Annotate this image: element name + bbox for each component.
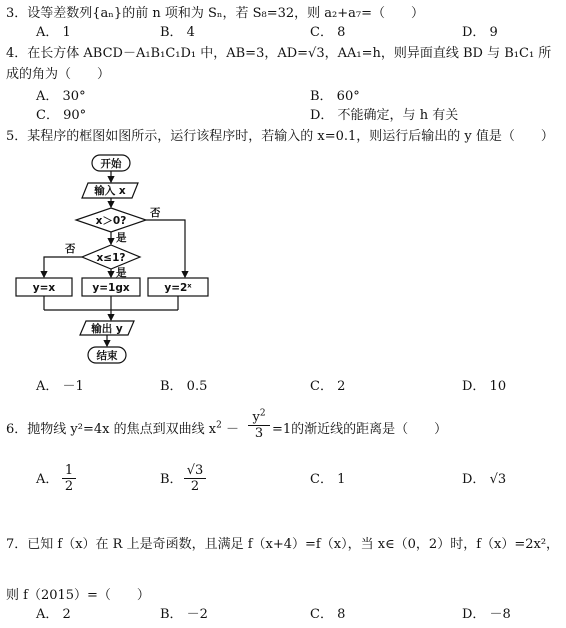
q3-option-b: B． 4 <box>160 25 195 40</box>
q6-option-b-den: 2 <box>184 478 206 494</box>
flow-cond2-label: x≤1? <box>96 252 126 264</box>
q6-frac-num-exp: 2 <box>259 408 266 419</box>
q6-option-d-value: √3 <box>489 472 507 487</box>
q6-option-c: C． 1 <box>310 472 346 487</box>
q6-option-d-label <box>462 472 506 488</box>
flow-box-left-label: y=x <box>32 282 56 294</box>
flow-cond1-no: 否 <box>150 207 161 219</box>
q6-stem-fraction <box>248 410 270 441</box>
q5-flowchart <box>10 150 240 370</box>
q4-stem-line1: 4．在长方体 ABCD－A₁B₁C₁D₁ 中，AB=3，AD=√3，AA₁=h，则异面直线 BD 与 B₁C₁ 所 <box>6 46 552 61</box>
q4-option-a: A． 30° <box>36 89 86 104</box>
flow-box-mid-label: y=1gx <box>92 282 130 294</box>
q6-stem-exp: 2 <box>216 420 222 431</box>
q4-option-b: B． 60° <box>310 89 360 104</box>
flow-output-label: 输出 y <box>91 323 123 335</box>
flow-cond2-yes: 是 <box>116 267 127 279</box>
flow-end-label: 结束 <box>96 350 118 362</box>
q6-option-a-fraction <box>62 463 76 494</box>
q7-stem2: 则 f（2015）=（ ） <box>6 588 150 603</box>
q7-option-c: C． 8 <box>310 607 346 622</box>
q3-option-d: D． 9 <box>462 25 498 40</box>
q3-option-c: C． 8 <box>310 25 346 40</box>
q7-option-b: B． －2 <box>160 607 208 622</box>
q5-option-d: D． 10 <box>462 379 507 394</box>
q6-option-b-fraction <box>184 463 206 494</box>
q7-option-d: D． －8 <box>462 607 511 622</box>
flow-input-label: 输入 x <box>94 185 126 197</box>
q6-stem-text: 6．抛物线 y²=4x 的焦点到双曲线 x <box>6 422 217 437</box>
q4-stem-line2: 成的角为（ ） <box>6 67 111 82</box>
q5-option-c: C． 2 <box>310 379 346 394</box>
q6-option-d-prefix: D． <box>462 472 486 487</box>
q6-option-b-label: B． <box>160 472 183 487</box>
flow-cond2-no: 否 <box>65 243 76 255</box>
q5-stem: 5．某程序的框图如图所示，运行该程序时，若输入的 x=0.1，则运行后输出的 y 值是（ ） <box>6 129 554 144</box>
q5-option-a: A． －1 <box>36 379 84 394</box>
flow-cond1-label: x＞0? <box>95 215 127 227</box>
q6-option-b-num: √3 <box>186 463 204 478</box>
q6-option-a-num: 1 <box>64 463 74 478</box>
q7-stem: 7．已知 f（x）在 R 上是奇函数，且满足 f（x+4）=f（x），当 x∈（0，2）时，f（x）=2x²， <box>6 537 560 552</box>
q6-frac-den: 3 <box>248 425 270 441</box>
q6-option-a-label: A． <box>36 472 59 487</box>
q3-stem: 3．设等差数列{aₙ}的前 n 项和为 Sₙ，若 S₈=32，则 a₂+a₇=（ ） <box>6 6 425 21</box>
flow-cond1-yes: 是 <box>116 232 127 244</box>
q6-stem-minus: － <box>225 422 239 437</box>
q6-stem-prefix <box>6 422 239 438</box>
flow-start-label: 开始 <box>100 158 122 170</box>
q3-option-a: A． 1 <box>36 25 71 40</box>
q7-option-a: A． 2 <box>36 607 71 622</box>
q6-stem-suffix: =1的渐近线的距离是（ ） <box>272 422 448 437</box>
q6-option-a-den: 2 <box>62 478 76 494</box>
q4-option-c: C． 90° <box>36 108 87 123</box>
q4-option-d: D． 不能确定，与 h 有关 <box>310 108 459 123</box>
q6-frac-num: y <box>252 410 260 425</box>
q5-option-b: B． 0.5 <box>160 379 208 394</box>
flow-box-right-label: y=2ˣ <box>164 282 192 294</box>
